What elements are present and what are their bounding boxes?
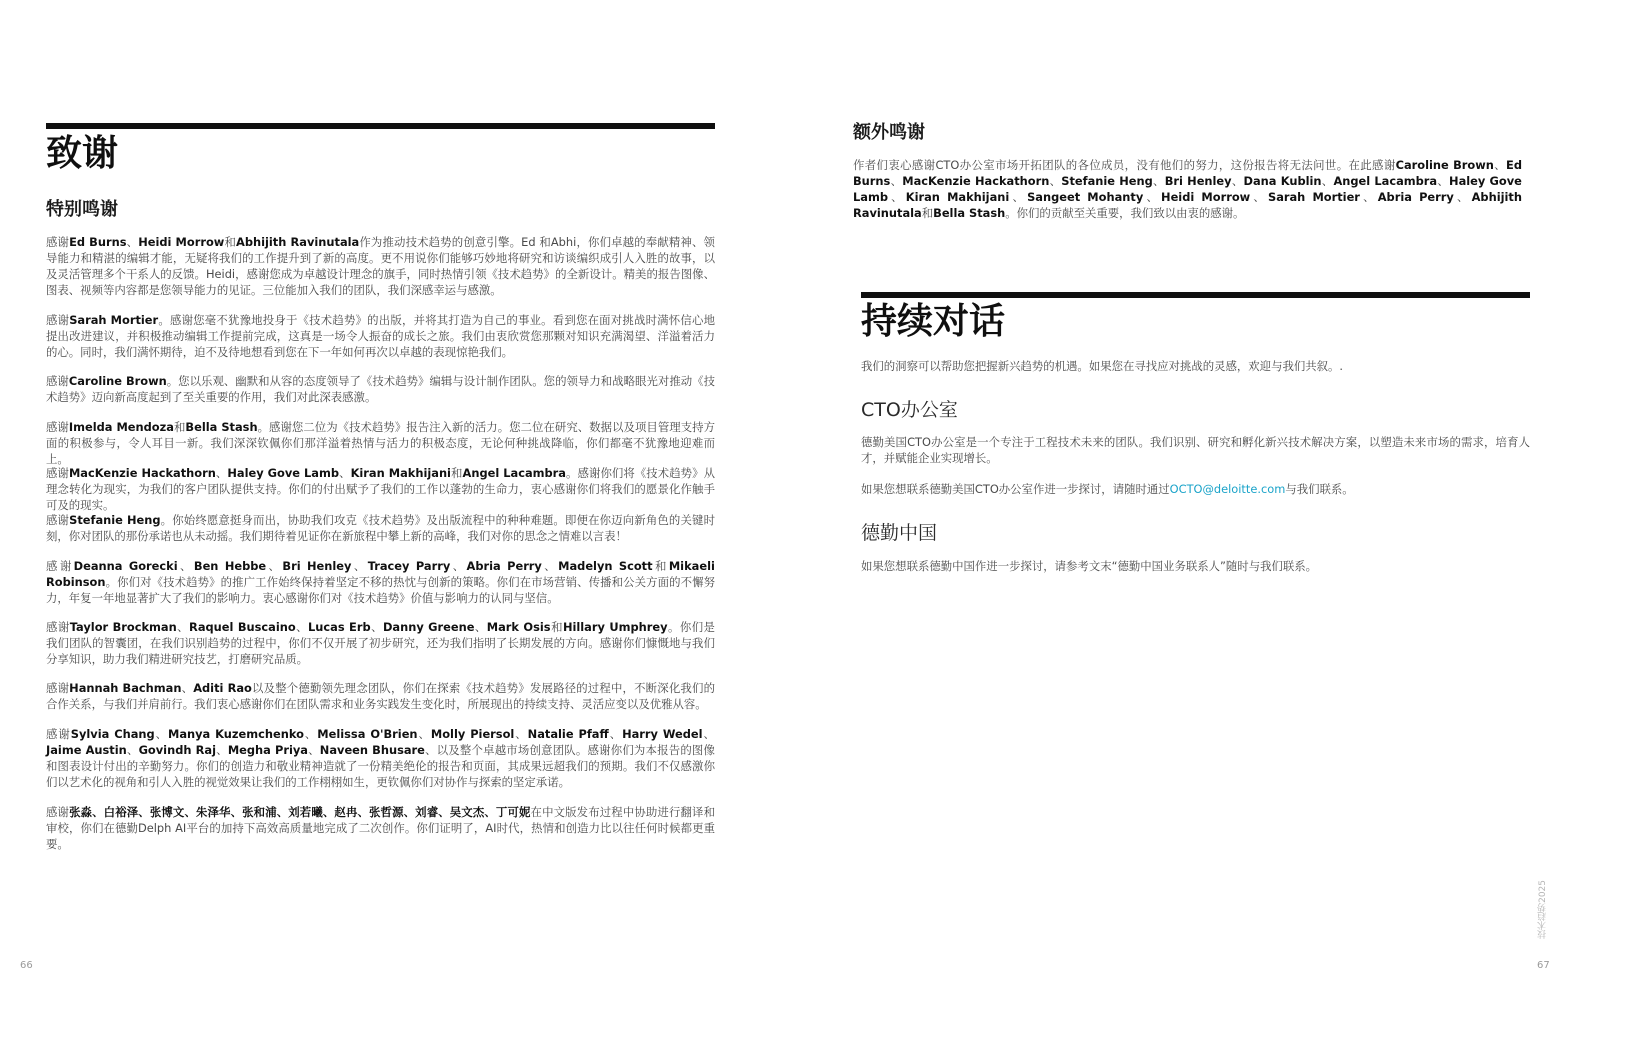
dialog-intro: 我们的洞察可以帮助您把握新兴趋势的机遇。如果您在寻找应对挑战的灵感，欢迎与我们共叙。.	[861, 359, 1344, 373]
extra-thanks-paragraph	[853, 157, 1522, 221]
paragraph-text: 、	[890, 174, 903, 188]
paragraph-text: 和	[550, 620, 563, 634]
contributor-name: Mark Osis	[486, 620, 551, 634]
paragraph-text: 、	[474, 620, 487, 634]
paragraph-text: 感谢	[46, 466, 69, 480]
contributor-name: Melissa O'Brien	[317, 727, 418, 741]
acknowledgement-paragraph	[46, 419, 715, 467]
paragraph-text: 、	[1152, 174, 1165, 188]
paragraph-text: 和	[652, 559, 669, 573]
contributor-name: Tracey Parry	[367, 559, 451, 573]
report-vertical-label: 技术趋势2025	[1538, 880, 1548, 939]
contributor-name: Imelda Mendoza	[68, 420, 174, 434]
contributor-name: 张淼、白裕泽、张博文、朱泽华、张和浦、刘若曦、赵冉、张哲源、刘睿、吴文杰、丁可妮	[69, 805, 531, 819]
acknowledgement-paragraph	[46, 512, 715, 544]
acknowledgement-paragraph	[46, 726, 715, 790]
contributor-name: Angel Lacambra	[462, 466, 566, 480]
paragraph-text: 、	[177, 559, 194, 573]
paragraph-text: 。你始终愿意挺身而出，协助我们攻克《技术趋势》及出版流程中的种种难题。即便在你迈向新角色的关键时刻，你对团队的那份承诺也从未动摇。我们期待着见证你在新旅程中攀上新的高峰，我们对你的思念之情难以言表！	[46, 513, 715, 543]
deloitte-china-contact: 如果您想联系德勤中国作进一步探讨，请参考文末“德勤中国业务联系人”随时与我们联系。	[861, 559, 1318, 573]
paragraph-text: 感谢	[46, 374, 69, 388]
paragraph-text: 以及整个德勤领先理念团队，你们在探索《技术趋势》发展路径的过程中，不断深化我们的合作关系，与我们并肩前行。我们衷心感谢你们在团队需求和业务实践发生变化时，所展现出的持续支持、灵活应变以及优雅从容。	[46, 681, 715, 711]
paragraph-text: 、	[154, 727, 168, 741]
contributor-name: Aditi Rao	[193, 681, 252, 695]
contributor-name: Ed Burns	[69, 235, 127, 249]
contributor-name: Dana Kublin	[1243, 174, 1322, 188]
acknowledgement-paragraph	[46, 234, 715, 298]
paragraph-text: 。您以乐观、幽默和从容的态度领导了《技术趋势》编辑与设计制作团队。您的领导力和战略眼光对推动《技术趋势》迈向新高度起到了至关重要的作用，我们对此深表感激。	[46, 374, 715, 404]
contributor-name: Natalie Pfaff	[527, 727, 609, 741]
page-title: 致谢	[46, 133, 119, 174]
paragraph-text: 、	[307, 743, 320, 757]
paragraph-text: 作者们衷心感谢CTO办公室市场开拓团队的各位成员，没有他们的努力，这份报告将无法问世。在此感谢	[853, 158, 1396, 172]
contributor-name: Bella Stash	[933, 206, 1006, 220]
paragraph-text: 、	[1437, 174, 1450, 188]
paragraph-text: 、	[1493, 158, 1507, 172]
contributor-name: Abhijith Ravinutala	[853, 190, 1522, 220]
acknowledgement-paragraph	[46, 373, 715, 405]
paragraph-text: 、	[1359, 190, 1378, 204]
paragraph-text: 感谢	[46, 559, 74, 573]
paragraph-text: 、	[351, 559, 368, 573]
contributor-name: Sarah Mortier	[69, 313, 159, 327]
contributor-name: Madelyn Scott	[558, 559, 653, 573]
paragraph-text: 。你们是我们团队的智囊团，在我们识别趋势的过程中，你们不仅开展了初步研究，还为我们指明了长期发展的方向。感谢你们慷慨地与我们分享知识，助力我们精进研究技艺，打磨研究品质。	[46, 620, 715, 666]
paragraph-text: 、	[1009, 190, 1028, 204]
contributor-name: Caroline Brown	[68, 374, 167, 388]
cto-contact-after: 与我们联系。	[1285, 482, 1354, 496]
contributor-name: Manya Kuzemchenko	[167, 727, 304, 741]
paragraph-text: 、	[176, 620, 190, 634]
paragraph-text: 、	[1321, 174, 1334, 188]
paragraph-text: 和	[224, 235, 237, 249]
paragraph-text: 、	[266, 559, 283, 573]
contributor-name: Megha Priya	[227, 743, 308, 757]
contributor-name: Mikaeli Robinson	[46, 559, 715, 589]
contributor-name: Raquel Buscaino	[189, 620, 296, 634]
paragraph-text: 、	[215, 466, 228, 480]
paragraph-text: 、	[303, 727, 318, 741]
paragraph-text: 感谢	[46, 681, 70, 695]
paragraph-text: 、	[1231, 174, 1244, 188]
contributor-name: Stefanie Heng	[1061, 174, 1153, 188]
paragraph-text: 感谢	[46, 805, 70, 819]
special-thanks-heading: 特别鸣谢	[46, 199, 118, 220]
contributor-name: Angel Lacambra	[1333, 174, 1438, 188]
contributor-name: Jaime Austin	[46, 743, 127, 757]
paragraph-text: 感谢	[46, 235, 70, 249]
cto-office-contact	[861, 481, 1530, 497]
paragraph-text: 、	[370, 620, 383, 634]
paragraph-text: 和	[450, 466, 463, 480]
page-number-left: 66	[20, 960, 33, 971]
contributor-name: Molly Piersol	[430, 727, 515, 741]
paragraph-text: 、	[514, 727, 528, 741]
paragraph-text: 。你们的贡献至关重要，我们致以由衷的感谢。	[1005, 206, 1245, 220]
dialog-title: 持续对话	[861, 301, 1006, 342]
contributor-name: Bri Henley	[1164, 174, 1232, 188]
paragraph-text: 作为推动技术趋势的创意引擎。Ed 和Abhi，你们卓越的奉献精神、领导能力和精湛的编辑才能，无疑将我们的工作提升到了新的高度。更不用说你们能够巧妙地将研究和访谈编织成引人入胜的故事，以及灵活管理多个干系人的反馈。Heidi，感谢您成为卓越设计理念的旗手，同时热情引领《技术趋势》的全新设计。精美的报告图像、图表、视频等内容都是您领导能力的见证。三位能加入我们的团队，我们深感幸运与感激。	[46, 235, 715, 297]
extra-thanks-heading: 额外鸣谢	[853, 122, 925, 143]
contributor-name: Sarah Mortier	[1267, 190, 1360, 204]
contributor-name: Caroline Brown	[1395, 158, 1494, 172]
paragraph-text: 、	[1250, 190, 1268, 204]
paragraph-text: 、	[608, 727, 623, 741]
contributor-name: Bri Henley	[282, 559, 352, 573]
paragraph-text: 感谢	[46, 513, 70, 527]
paragraph-text: 感谢	[46, 313, 70, 327]
contributor-name: Lucas Erb	[308, 620, 371, 634]
contributor-name: Heidi Morrow	[1161, 190, 1251, 204]
contributor-name: Haley Gove Lamb	[853, 174, 1522, 204]
contributor-name: Kiran Makhijani	[350, 466, 451, 480]
paragraph-text: 、	[295, 620, 309, 634]
contributor-name: Abria Perry	[466, 559, 542, 573]
contributor-name: Govindh Raj	[138, 743, 216, 757]
paragraph-text: 。感谢您二位为《技术趋势》报告注入新的活力。您二位在研究、数据以及项目管理支持方面的积极参与，令人耳目一新。我们深深钦佩你们那洋溢着热情与活力的积极态度，无论何种挑战降临，你们都毫不犹豫地迎难而上。	[46, 420, 715, 466]
deloitte-china-heading: 德勤中国	[861, 522, 938, 544]
contributor-name: MacKenzie Hackathorn	[902, 174, 1050, 188]
contributor-name: Ed Burns	[853, 158, 1522, 188]
octo-email-link[interactable]: OCTO@deloitte.com	[1169, 482, 1286, 496]
paragraph-text: 。你们对《技术趋势》的推广工作始终保持着坚定不移的热忱与创新的策略。你们在市场营销、传播和公关方面的不懈努力，年复一年地显著扩大了我们的影响力。衷心感谢你们对《技术趋势》价值与影响力的认同与坚信。	[46, 575, 715, 605]
contributor-name: Ben Hebbe	[193, 559, 267, 573]
acknowledgement-paragraph	[46, 558, 715, 606]
cto-office-description: 德勤美国CTO办公室是一个专注于工程技术未来的团队。我们识别、研究和孵化新兴技术解决方案，以塑造未来市场的需求，培育人才，并赋能企业实现增长。	[861, 435, 1530, 465]
contributor-name: Kiran Makhijani	[905, 190, 1010, 204]
contributor-name: Sangeet Mohanty	[1027, 190, 1144, 204]
contributor-name: Sylvia Chang	[70, 727, 155, 741]
contributor-name: Heidi Morrow	[138, 235, 225, 249]
contributor-name: MacKenzie Hackathorn	[68, 466, 216, 480]
paragraph-text: 、	[1049, 174, 1062, 188]
dialog-title-rule	[861, 292, 1530, 298]
contributor-name: Abria Perry	[1377, 190, 1454, 204]
paragraph-text: 、	[126, 743, 139, 757]
acknowledgement-paragraph	[46, 680, 715, 712]
paragraph-text: 、	[450, 559, 467, 573]
contributor-name: Hillary Umphrey	[562, 620, 668, 634]
contributor-name: Bella Stash	[185, 420, 258, 434]
paragraph-text: 、	[181, 681, 194, 695]
acknowledgement-paragraph	[46, 465, 715, 513]
contributor-name: Stefanie Heng	[69, 513, 161, 527]
paragraph-text: 。感谢你们将《技术趋势》从理念转化为现实，为我们的客户团队提供支持。你们的付出赋予了我们的工作以蓬勃的生命力，衷心感谢你们将我们的愿景化作触手可及的现实。	[46, 466, 715, 512]
contributor-name: Deanna Gorecki	[73, 559, 178, 573]
acknowledgement-paragraph	[46, 804, 715, 852]
paragraph-text: 、	[126, 235, 139, 249]
paragraph-text: 感谢	[46, 727, 71, 741]
contributor-name: Harry Wedel	[622, 727, 703, 741]
paragraph-text: 、	[339, 466, 351, 480]
paragraph-text: 、	[1453, 190, 1472, 204]
paragraph-text: 、	[1143, 190, 1162, 204]
paragraph-text: 、	[417, 727, 431, 741]
paragraph-text: 、以及整个卓越市场创意团队。感谢你们为本报告的图像和图表设计付出的辛勤努力。你们的创造力和敬业精神造就了一份精美绝伦的报告和页面，其成果远超我们的预期。我们不仅感激你们以艺术化的视角和引人入胜的视觉效果让我们的工作栩栩如生，更钦佩你们对协作与探索的坚定承诺。	[46, 743, 715, 789]
paragraph-text: 。感谢您毫不犹豫地投身于《技术趋势》的出版，并将其打造为自己的事业。看到您在面对挑战时满怀信心地提出改进建议，并积极推动编辑工作提前完成，这真是一场令人振奋的成长之旅。我们由衷欣赏您那颗对知识充满渴望、洋溢着活力的心。同时，我们满怀期待，迫不及待地想看到您在下一年如何再次以卓越的表现惊艳我们。	[46, 313, 715, 359]
contributor-name: Naveen Bhusare	[319, 743, 425, 757]
acknowledgement-paragraph	[46, 312, 715, 360]
page-number-right: 67	[1537, 960, 1550, 971]
cto-contact-before: 如果您想联系德勤美国CTO办公室作进一步探讨，请随时通过	[861, 482, 1170, 496]
paragraph-text: 在中文版发布过程中协助进行翻译和审校，你们在德勤Delph AI平台的加持下高效高质量地完成了二次创作。你们证明了，AI时代，热情和创造力比以往任何时候都更重要。	[46, 805, 715, 851]
paragraph-text: 、	[887, 190, 906, 204]
contributor-name: Danny Greene	[382, 620, 475, 634]
paragraph-text: 、	[541, 559, 559, 573]
cto-office-heading: CTO办公室	[861, 399, 958, 421]
paragraph-text: 和	[921, 206, 934, 220]
paragraph-text: 和	[173, 420, 186, 434]
paragraph-text: 、	[702, 727, 715, 741]
contributor-name: Haley Gove Lamb	[227, 466, 340, 480]
left-title-rule	[46, 123, 715, 129]
acknowledgement-paragraph	[46, 619, 715, 667]
contributor-name: Abhijith Ravinutala	[236, 235, 360, 249]
paragraph-text: 、	[216, 743, 228, 757]
paragraph-text: 感谢	[46, 420, 69, 434]
contributor-name: Hannah Bachman	[69, 681, 182, 695]
paragraph-text: 感谢	[46, 620, 70, 634]
contributor-name: Taylor Brockman	[69, 620, 177, 634]
